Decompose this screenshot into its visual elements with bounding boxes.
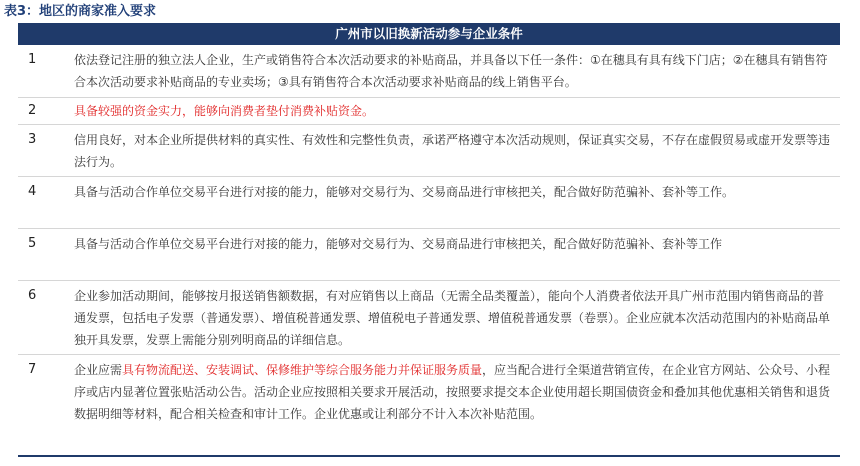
row-text <box>74 100 840 124</box>
table-row <box>18 177 840 229</box>
row-number: 6 <box>28 288 37 303</box>
table-row <box>18 355 840 457</box>
table-header: 广州市以旧换新活动参与企业条件 <box>18 23 840 45</box>
row-text-segment: 具备与活动合作单位交易平台进行对接的能力，能够对交易行为、交易商品进行审核把关，配合做好防范骗补、套补等工作 <box>74 237 723 251</box>
row-text-segment: ，应当配合进行全渠道营销宣传，在企业官方网站、公众号、小程序或店内显著位置张贴活动公告。活动企业应按照相关要求开展活动，按照要求提交本企业使用超长期国债资金和叠加其他优惠相关销售和退货数据明细等材料，配合相关检查和审计工作。企业优惠或让利部分不计入本次补贴范围。 <box>74 363 831 421</box>
row-text <box>74 233 840 280</box>
merchant-requirements-table <box>18 23 840 457</box>
row-number: 4 <box>28 184 37 199</box>
row-text <box>74 359 840 455</box>
row-text <box>74 181 840 228</box>
row-text <box>74 49 840 97</box>
table-caption: 表3：地区的商家准入要求 <box>4 4 157 19</box>
table-row <box>18 45 840 98</box>
table-row <box>18 125 840 177</box>
row-number: 7 <box>28 362 37 377</box>
row-text <box>74 129 840 176</box>
row-number: 3 <box>28 132 37 147</box>
table-row <box>18 98 840 125</box>
row-number: 2 <box>28 103 37 118</box>
row-text-segment: 具备与活动合作单位交易平台进行对接的能力，能够对交易行为、交易商品进行审核把关，配合做好防范骗补、套补等工作。 <box>74 185 735 199</box>
row-text-segment: 信用良好，对本企业所提供材料的真实性、有效性和完整性负责，承诺严格遵守本次活动规则，保证真实交易，不存在虚假贸易或虚开发票等违法行为。 <box>74 133 831 169</box>
row-number: 1 <box>28 52 37 67</box>
table-row <box>18 229 840 281</box>
row-text <box>74 285 840 354</box>
row-text-highlight: 具备较强的资金实力，能够向消费者垫付消费补贴资金。 <box>74 104 375 118</box>
table-row <box>18 281 840 355</box>
row-text-segment: 企业参加活动期间，能够按月报送销售额数据，有对应销售以上商品（无需全品类覆盖），能向个人消费者依法开具广州市范围内销售商品的普通发票，包括电子发票（普通发票）、增值税普通发票、增值税电子普通发票、增值税普通发票（卷票）。企业应就本次活动范围内的补贴商品单独开具发票，发票上需能分别列明商品的详细信息。 <box>74 289 831 347</box>
row-text-segment: 依法登记注册的独立法人企业，生产或销售符合本次活动要求的补贴商品，并具备以下任一条件：①在穗具有具有线下门店；②在穗具有销售符合本次活动要求补贴商品的专业卖场；③具有销售符合本次活动要求补贴商品的线上销售平台。 <box>74 53 828 89</box>
row-number: 5 <box>28 236 37 251</box>
row-text-segment: 企业应需 <box>74 363 123 377</box>
row-text-highlight: 具有物流配送、安装调试、保修维护等综合服务能力并保证服务质量 <box>122 363 483 377</box>
